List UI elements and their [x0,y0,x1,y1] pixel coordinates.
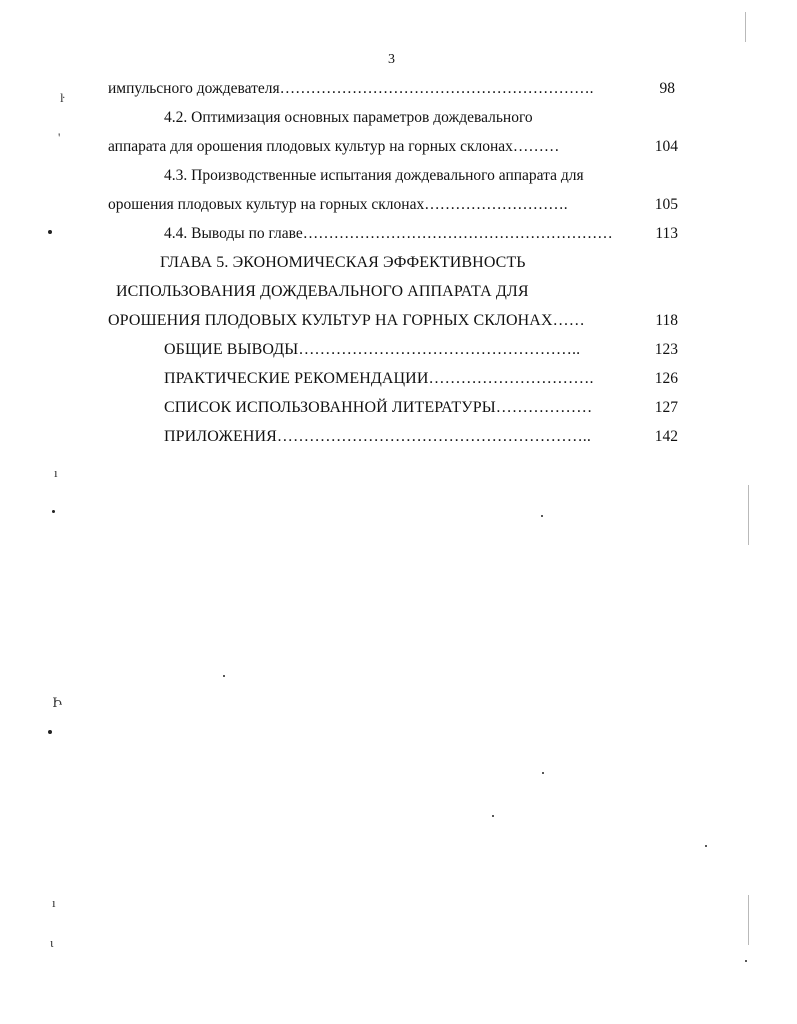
toc-page-number: 142 [654,428,678,445]
scan-artifact-speck [542,772,544,774]
scan-artifact-speck [541,515,543,517]
scan-artifact-speck [223,675,225,677]
toc-entry-4-2-title: 4.2. Оптимизация основных параметров дождевального [164,109,533,126]
scan-artifact-mark: ı [52,895,56,910]
toc-chapter-5-title-line-3: ОРОШЕНИЯ ПЛОДОВЫХ КУЛЬТУР НА ГОРНЫХ СКЛОНАХ…… [108,312,585,329]
toc-entry-impulse-sprinkler: импульсного дождевателя……………………………………………………. [108,80,594,97]
toc-entry-practical-recommendations: ПРАКТИЧЕСКИЕ РЕКОМЕНДАЦИИ…………………………. [164,370,594,387]
scan-artifact-speck [52,510,55,513]
scan-artifact-mark: ı [54,465,58,480]
scan-artifact-mark: ɩ [50,935,54,950]
toc-page-number: 104 [654,138,678,155]
toc-page-number: 118 [655,312,678,329]
toc-page-number: 98 [659,80,675,97]
scan-edge-line [748,485,749,545]
scan-edge-line [748,895,749,945]
scan-artifact-mark: ŀ [60,90,65,105]
scan-artifact-mark: ' [58,130,61,145]
toc-chapter-5-title-line-2: ИСПОЛЬЗОВАНИЯ ДОЖДЕВАЛЬНОГО АППАРАТА ДЛЯ [116,283,529,300]
scan-artifact-speck [705,845,707,847]
scan-artifact-mark: Ի [52,695,63,710]
toc-page-number: 123 [654,341,678,358]
page-number: 3 [388,52,395,67]
toc-entry-general-conclusions: ОБЩИЕ ВЫВОДЫ…………………………………………….. [164,341,581,358]
toc-chapter-5-title-line-1: ГЛАВА 5. ЭКОНОМИЧЕСКАЯ ЭФФЕКТИВНОСТЬ [160,254,526,271]
scan-artifact-speck [48,730,52,734]
toc-entry-4-3-title: 4.3. Производственные испытания дождевального аппарата для [164,167,584,184]
toc-page-number: 127 [654,399,678,416]
scan-edge-line [745,12,746,42]
toc-entry-references: СПИСОК ИСПОЛЬЗОВАННОЙ ЛИТЕРАТУРЫ……………… [164,399,593,416]
toc-page-number: 113 [655,225,678,242]
scan-artifact-speck [48,230,52,234]
toc-entry-4-4: 4.4. Выводы по главе…………………………………………………… [164,225,613,242]
toc-entry-4-3-continuation: орошения плодовых культур на горных склонах………………………. [108,196,568,213]
toc-page-number: 126 [654,370,678,387]
toc-page-number: 105 [654,196,678,213]
toc-entry-appendices: ПРИЛОЖЕНИЯ………………………………………………….. [164,428,592,445]
scan-artifact-speck [745,960,747,962]
scan-artifact-speck [492,815,494,817]
toc-entry-4-2-continuation: аппарата для орошения плодовых культур на горных склонах……… [108,138,560,155]
